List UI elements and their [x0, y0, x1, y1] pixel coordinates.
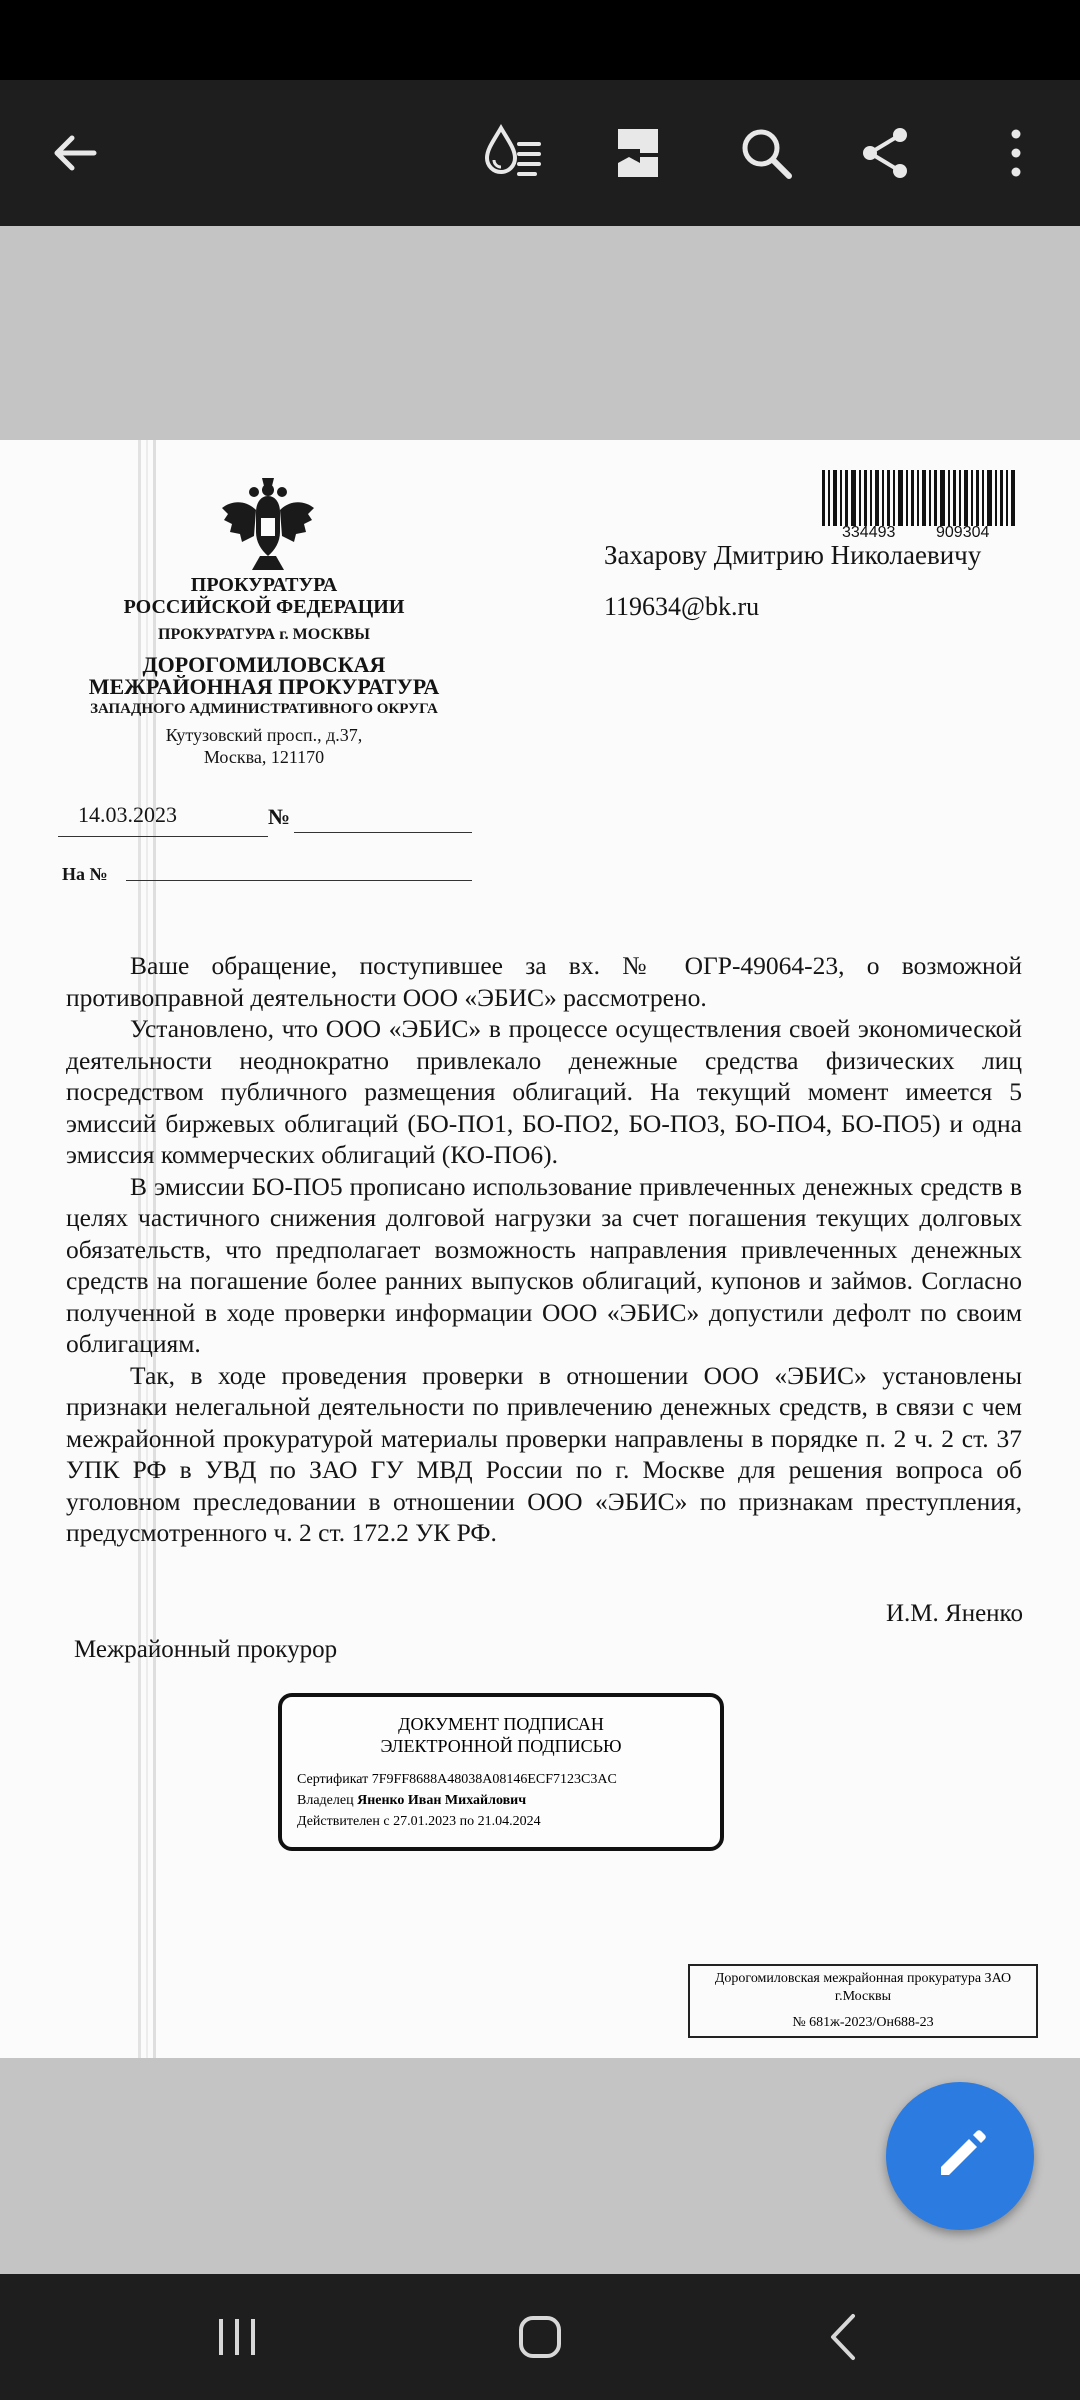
header-line5: МЕЖРАЙОННАЯ ПРОКУРАТУРА [88, 674, 440, 699]
emblem-eagle-icon [218, 474, 318, 574]
document-date: 14.03.2023 [78, 802, 177, 827]
pencil-edit-icon [931, 2127, 989, 2185]
number-underline [294, 832, 472, 833]
stamp-owner-name: Яненко Иван Михайлович [357, 1793, 527, 1808]
paragraph-2: Установлено, что ООО «ЭБИС» в процессе осуществления своей экономической деятельности неоднократно привлекало денежные средства физических лиц посредством публичного размещения облигаций. На текущий момент имеется 5 эмиссий биржевых облигаций (БО-ПО1, БО-ПО2, БО-ПО3, БО-ПО4, БО-ПО5) и одна эмиссия коммерческих облигаций (КО-ПО6). [66, 1014, 1022, 1169]
signer-title: Межрайонный прокурор [74, 1636, 338, 1663]
stamp-validity: Действителен с 27.01.2023 по 21.04.2024 [297, 1814, 541, 1829]
address-line1: Кутузовский просп., д.37, [165, 725, 363, 745]
ref-label: На № [62, 864, 108, 884]
stamp-title [282, 1713, 720, 1757]
recipient-name: Захарову Дмитрию Николаевичу [604, 540, 982, 570]
stamp-owner-row [297, 1790, 720, 1811]
bookmark-page-button[interactable] [598, 113, 678, 193]
barcode-number-left: 334493 [842, 524, 896, 541]
paragraph-4: Так, в ходе проведения проверки в отношении ООО «ЭБИС» установлены признаки нелегальной деятельности по привлечению денежных средств, в связи с чем межрайонной прокуратурой материалы проверки направлены в порядке п. 2 ч. 2 ст. 37 УПК РФ в УВД по ЗАО ГУ МВД России по г. Москве для решения вопроса об уголовном преследовании в отношении ООО «ЭБИС» по признакам преступления, предусмотренного ч. 2 ст. 172.2 УК РФ. [66, 1360, 1022, 1547]
date-underline [58, 836, 268, 837]
registration-line2: г.Москвы [834, 1989, 892, 2004]
header-line2: РОССИЙСКОЙ ФЕДЕРАЦИИ [123, 596, 405, 618]
bookmark-page-icon [612, 125, 664, 181]
ref-underline [126, 880, 472, 881]
registration-line1: Дорогомиловская межрайонная прокуратура ЗАО [714, 1971, 1012, 1986]
edit-fab-button[interactable] [886, 2082, 1034, 2230]
paragraph-1: Ваше обращение, поступившее за вх. № ОГР-49064-23, о возможной противоправной деятельности ООО «ЭБИС» рассмотрено. [66, 951, 1022, 1012]
recent-apps-button[interactable] [192, 2302, 282, 2372]
share-button[interactable] [846, 113, 926, 193]
back-icon [825, 2312, 861, 2362]
ink-drop-text-button[interactable] [472, 113, 552, 193]
search-button[interactable] [726, 113, 806, 193]
back-nav-button[interactable] [798, 2302, 888, 2372]
number-label: № [268, 804, 291, 829]
barcode-number-right: 909304 [936, 524, 990, 541]
recipient-email: 119634@bk.ru [604, 592, 760, 621]
ink-drop-text-icon [479, 120, 545, 186]
signer-name: И.М. Яненко [886, 1600, 1023, 1627]
address-line2: Москва, 121170 [203, 747, 325, 767]
recent-apps-icon [215, 2315, 259, 2359]
status-bar [0, 0, 1080, 80]
stamp-title-line2: ЭЛЕКТРОННОЙ ПОДПИСЬЮ [380, 1736, 622, 1756]
arrow-left-icon [46, 125, 102, 181]
letter-body [66, 950, 1022, 1549]
top-toolbar [0, 80, 1080, 226]
header-line4: ДОРОГОМИЛОВСКАЯ [142, 652, 386, 677]
header-line6: ЗАПАДНОГО АДМИНИСТРАТИВНОГО ОКРУГА [90, 701, 438, 717]
header-line1: ПРОКУРАТУРА [190, 574, 338, 596]
stamp-title-line1: ДОКУМЕНТ ПОДПИСАН [398, 1714, 604, 1734]
back-button[interactable] [34, 113, 114, 193]
paragraph-3: В эмиссии БО-ПО5 прописано использование привлеченных денежных средств в целях частичного снижения долговой нагрузки за счет погашения текущих долговых обязательств, что предполагает возможность направления привлеченных денежных средств на погашение более ранних выпусков облигаций, купонов и займов. Согласно полученной в ходе проверки информации ООО «ЭБИС» допустили дефолт по своим облигациям. [66, 1171, 1022, 1358]
e-signature-stamp [278, 1693, 724, 1851]
header-block [64, 574, 464, 768]
share-icon [858, 125, 914, 181]
registration-line3: № 681ж-2023/Он688-23 [792, 2015, 934, 2030]
page-gap [0, 226, 1080, 440]
document-page[interactable] [0, 440, 1080, 2058]
more-vert-icon [1009, 128, 1023, 178]
registration-stamp [688, 1964, 1038, 2038]
stamp-owner-label: Владелец [297, 1793, 354, 1808]
home-icon [517, 2314, 563, 2360]
search-icon [737, 124, 795, 182]
more-options-button[interactable] [976, 113, 1056, 193]
system-nav-bar [0, 2274, 1080, 2400]
stamp-certificate: Сертификат 7F9FF8688A48038A08146ECF7123C3AC [297, 1772, 617, 1787]
home-button[interactable] [495, 2302, 585, 2372]
barcode [822, 470, 1018, 526]
header-line3: ПРОКУРАТУРА г. МОСКВЫ [158, 626, 370, 643]
